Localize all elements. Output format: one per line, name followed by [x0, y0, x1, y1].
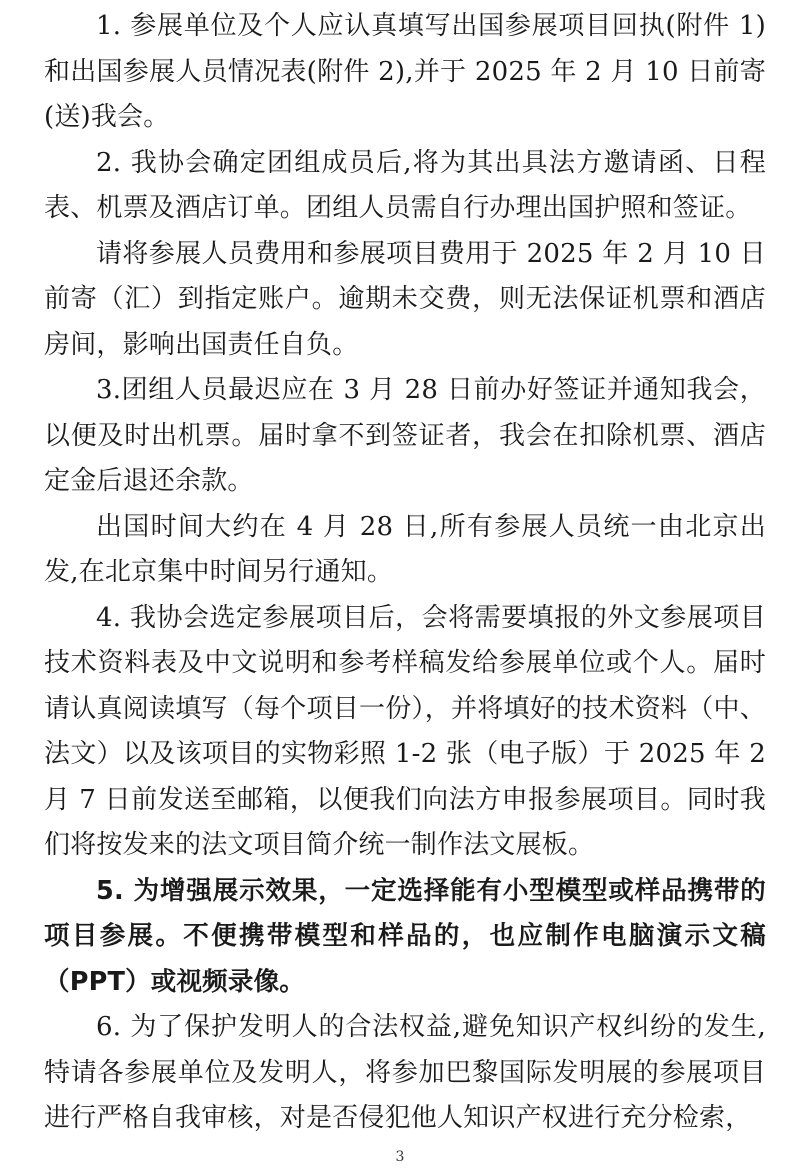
paragraph-item-3: 3.团组人员最迟应在 3 月 28 日前办好签证并通知我会，以便及时出机票。届时拿不到签证者，我会在扣除机票、酒店定金后退还余款。	[44, 375, 766, 496]
document-body	[44, 4, 766, 1142]
paragraph-departure: 出国时间大约在 4 月 28 日,所有参展人员统一由北京出发,在北京集中时间另行通知。	[44, 511, 766, 587]
paragraph-item-2: 2. 我协会确定团组成员后,将为其出具法方邀请函、日程表、机票及酒店订单。团组人员需自行办理出国护照和签证。	[44, 147, 766, 223]
page-number: 3	[395, 1149, 405, 1165]
paragraph-payment: 请将参展人员费用和参展项目费用于 2025 年 2 月 10 日前寄（汇）到指定账户。逾期未交费，则无法保证机票和酒店房间，影响出国责任自负。	[44, 238, 766, 360]
paragraph-item-6: 6. 为了保护发明人的合法权益,避免知识产权纠纷的发生,特请各参展单位及发明人，将参加巴黎国际发明展的参展项目进行严格自我审核，对是否侵犯他人知识产权进行充分检索，	[44, 1012, 766, 1133]
paragraph-item-1: 1. 参展单位及个人应认真填写出国参展项目回执(附件 1)和出国参展人员情况表(附件 2),并于 2025 年 2 月 10 日前寄(送)我会。	[44, 11, 766, 132]
paragraph-item-4: 4. 我协会选定参展项目后，会将需要填报的外文参展项目技术资料表及中文说明和参考样稿发给参展单位或个人。届时请认真阅读填写（每个项目一份），并将填好的技术资料（中、法文）以及该项目的实物彩照 1-2 张（电子版）于 2025 年 2 月 7 日前发送至邮箱，以便我们向法方申报参展项目。同时我们将按发来的法文项目简介统一制作法文展板。	[44, 602, 766, 860]
paragraph-item-5-emphasis: 5. 为增强展示效果，一定选择能有小型模型或样品携带的项目参展。不便携带模型和样品的，也应制作电脑演示文稿（PPT）或视频录像。	[44, 875, 766, 997]
